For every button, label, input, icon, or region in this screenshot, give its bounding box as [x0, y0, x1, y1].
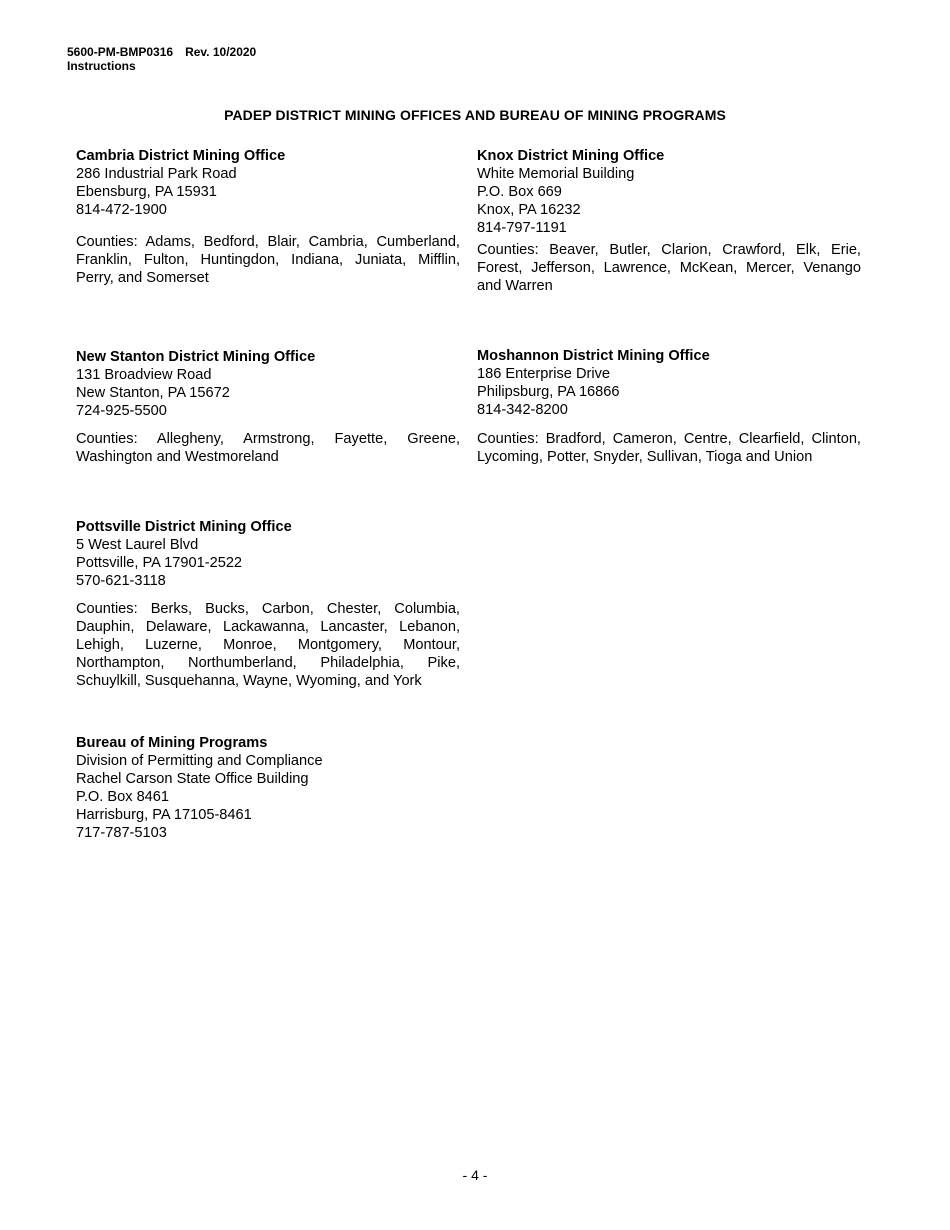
- address-line: P.O. Box 8461: [76, 789, 170, 805]
- phone-number: 570-621-3118: [76, 573, 166, 589]
- counties-list: Counties: Berks, Bucks, Carbon, Chester, Columbia, Dauphin, Delaware, Lackawanna, Lancaster, Lebanon, Lehigh, Luzerne, Monroe, Montgomery, Montour, Northampton, Northumberland, Philadelphia, Pike, Schuylkill, Susquehanna, Wayne, Wyoming, and York: [76, 601, 460, 689]
- phone-number: 717-787-5103: [76, 825, 167, 841]
- address-line: Harrisburg, PA 17105-8461: [76, 807, 252, 823]
- address-line: Rachel Carson State Office Building: [76, 771, 309, 787]
- office-name: Moshannon District Mining Office: [477, 348, 710, 364]
- address-line: Division of Permitting and Compliance: [76, 753, 323, 769]
- address-line: White Memorial Building: [477, 166, 635, 182]
- phone-number: 814-472-1900: [76, 202, 167, 218]
- address-line: 131 Broadview Road: [76, 367, 212, 383]
- address-line: Philipsburg, PA 16866: [477, 384, 620, 400]
- phone-number: 814-342-8200: [477, 402, 568, 418]
- revision-date: Rev. 10/2020: [185, 45, 257, 59]
- office-cambria: [76, 147, 460, 287]
- page-title: PADEP DISTRICT MINING OFFICES AND BUREAU OF MINING PROGRAMS: [224, 107, 726, 123]
- phone-number: 724-925-5500: [76, 403, 167, 419]
- office-knox: [477, 147, 861, 295]
- document-header: [67, 45, 256, 73]
- address-line: Knox, PA 16232: [477, 202, 581, 218]
- form-identifier: [67, 45, 256, 59]
- office-name: Pottsville District Mining Office: [76, 519, 292, 535]
- address-line: 5 West Laurel Blvd: [76, 537, 199, 553]
- office-name: New Stanton District Mining Office: [76, 349, 316, 365]
- address-line: Pottsville, PA 17901-2522: [76, 555, 243, 571]
- office-new-stanton: [76, 348, 460, 466]
- form-number: 5600-PM-BMP0316: [67, 45, 174, 59]
- office-pottsville: [76, 518, 460, 690]
- office-name: Bureau of Mining Programs: [76, 735, 268, 751]
- office-moshannon: [477, 347, 861, 466]
- office-name: Cambria District Mining Office: [76, 148, 286, 164]
- doc-type: Instructions: [67, 59, 136, 73]
- page-number: - 4 -: [462, 1167, 488, 1183]
- address-line: Ebensburg, PA 15931: [76, 184, 217, 200]
- counties-list: Counties: Bradford, Cameron, Centre, Clearfield, Clinton, Lycoming, Potter, Snyder, Sullivan, Tioga and Union: [477, 431, 861, 465]
- counties-list: Counties: Adams, Bedford, Blair, Cambria, Cumberland, Franklin, Fulton, Huntingdon, Indiana, Juniata, Mifflin, Perry, and Somerset: [76, 234, 460, 286]
- address-line: 286 Industrial Park Road: [76, 166, 237, 182]
- counties-list: Counties: Allegheny, Armstrong, Fayette, Greene, Washington and Westmoreland: [76, 431, 460, 465]
- phone-number: 814-797-1191: [477, 220, 567, 236]
- office-bureau: [76, 734, 460, 842]
- counties-list: Counties: Beaver, Butler, Clarion, Crawford, Elk, Erie, Forest, Jefferson, Lawrence, McKean, Mercer, Venango and Warren: [477, 242, 861, 294]
- address-line: New Stanton, PA 15672: [76, 385, 230, 401]
- address-line: 186 Enterprise Drive: [477, 366, 611, 382]
- address-line: P.O. Box 669: [477, 184, 562, 200]
- office-name: Knox District Mining Office: [477, 148, 665, 164]
